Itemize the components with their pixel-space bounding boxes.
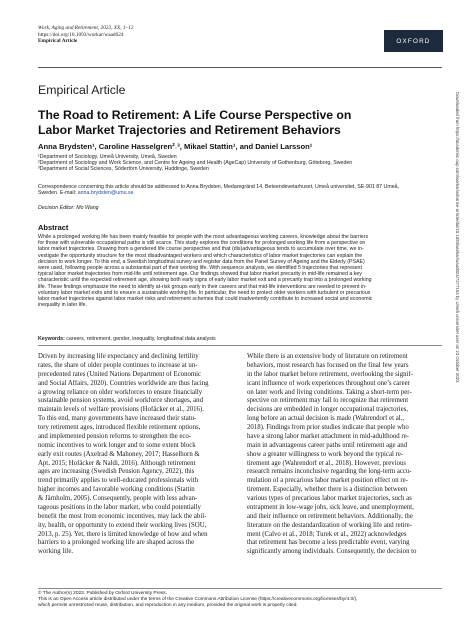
body-text-line: a growing reliance on older workforces to ensure financially bbox=[38, 388, 203, 396]
abstract-line: labor market trajectories. Drawing from a gendered life course perspective and that (dis)advantageous tends to accumulate over time, we in- bbox=[38, 246, 364, 253]
body-text-line: mulation of a precarious labor market position effect on re- bbox=[247, 477, 408, 485]
body-text-line: in the labor market before retirement, overlooking the signif- bbox=[247, 370, 413, 378]
body-text-line: decisions are embedded in longer occupational trajectories, bbox=[247, 406, 408, 414]
body-text-line: and implemented pension reforms to strengthen the eco- bbox=[38, 432, 192, 440]
body-text-line: spective on retirement may fail to recognize that retirement bbox=[247, 397, 409, 405]
body-column-left bbox=[38, 353, 234, 557]
download-notice: Downloaded from https://academic.oup.com/workar/advance-article/doi/10.1093/workar/waad024/7277153 by Umeå universitet user on 23 October 2023 bbox=[455, 92, 460, 383]
body-text-line: barriers to a prolonged working life are shaped across the bbox=[38, 539, 195, 547]
abstract-line: were used, following people across a substantial part of their working life. With sequence analysis, we identified 5 trajectories that represent bbox=[38, 265, 362, 272]
abstract-heading: Abstract bbox=[38, 223, 69, 232]
abstract-line: for those with vulnerable occupational paths is still scarce. This study explores the conditions for prolonged working life from a perspective on bbox=[38, 240, 366, 247]
footer-divider bbox=[38, 588, 442, 589]
body-text-line: Driven by increasing life expectancy and declining fertility bbox=[38, 353, 199, 360]
body-text-line: precedented rates (United Nations Department of Economic bbox=[38, 370, 202, 378]
body-text-line: entrapment in low-wage jobs, sick leave, and unemployment, bbox=[247, 503, 414, 511]
abstract-body bbox=[38, 234, 443, 308]
body-text-line: and Social Affairs, 2020). Countries worldwide are thus facing bbox=[38, 379, 209, 387]
body-text-line: & Järnholm, 2005). Consequently, people with less advan- bbox=[38, 495, 198, 502]
body-text-line: tirement. Especially, whether there is a distinction between bbox=[247, 486, 408, 494]
affiliation: ¹Department of Sociology, Umeå University, Umeå, Sweden bbox=[38, 154, 177, 160]
license-line: This is an Open Access article distributed under the terms of the Creative Commons Attribution License (https://creativecommons.org/licenses/by/4.0/), bbox=[38, 597, 358, 603]
body-text-line: early exit routes (Axelrad & Mahoney, 2017; Hasselhorn & bbox=[38, 450, 200, 458]
oxford-logo-text: OXFORD bbox=[396, 37, 431, 45]
body-text-line: To this end, many governments have increased their statu- bbox=[38, 415, 197, 423]
body-text-line: that retirement has become a less predictable event, varying bbox=[247, 539, 410, 547]
body-text-line: icant influence of work experiences throughout one’s career bbox=[247, 379, 410, 387]
section-label: Empirical Article bbox=[38, 38, 78, 45]
body-text-line: trend primarily applies to well-educated professionals with bbox=[38, 477, 199, 485]
body-text-line: tirement age (Wahrendorf et al., 2018). However, previous bbox=[247, 459, 407, 467]
body-text-line: ment (Calvo et al., 2018; Turek et al., 2022) acknowledges bbox=[247, 530, 407, 538]
license-footer bbox=[38, 591, 448, 610]
body-text-line: tageous positions in the labor market, who could potentially bbox=[38, 503, 201, 511]
body-text-line: nomic incentives to work longer and to some extent block bbox=[38, 441, 196, 449]
article-type: Empirical Article bbox=[38, 83, 126, 97]
title-line: Labor Market Trajectories and Retirement Behaviors bbox=[38, 123, 341, 138]
body-text-line: on later work and living conditions. Taking a short-term per- bbox=[247, 388, 412, 396]
affiliation: ²Department of Sociology and Work Science, and Centre for Ageing and Health (AgeCap) University of Gothenburg, Göteborg, Sweden bbox=[38, 160, 353, 167]
abstract-line: labor market trajectories against labor market risks and retirement schemes that could inadvertently contribute to increased social and economic bbox=[38, 296, 373, 303]
body-text-line: rates, the share of older people continues to increase at un- bbox=[38, 361, 198, 369]
email-link[interactable]: anna.brydsten@umu.se bbox=[77, 190, 134, 197]
correspondence-line: Correspondence concerning this article should be addressed to Anna Brydsten, Medaregränd 14, Beteendevetarhuset, Umeå universitet, SE-901 87 Umeå, bbox=[38, 184, 400, 190]
body-text-line: research remains inconclusive regarding the long-term accu- bbox=[247, 468, 412, 476]
body-text-line: 2018). Findings from prior studies indicate that people who bbox=[247, 424, 409, 431]
body-text-line: main in advantageous career paths until retirement age and bbox=[247, 441, 408, 449]
affiliation: ³Department of Social Sciences, Södertörn University, Huddinge, Sweden bbox=[38, 166, 209, 173]
body-text-line: behaviors, most research has focused on the final few years bbox=[247, 361, 409, 369]
body-text-line: benefit the most from economic incentives, may lack the abil- bbox=[38, 512, 207, 520]
header-divider bbox=[38, 67, 442, 68]
title-line: The Road to Retirement: A Life Course Perspective on bbox=[38, 108, 352, 122]
body-text-line: ity, health, or opportunity to extend their working lives (SOU, bbox=[38, 521, 207, 529]
body-text-line: literature on the destandardization of working life and retire- bbox=[247, 521, 412, 529]
author-list: Anna Brydsten¹, Caroline Hasselgren²˒³, Mikael Stattin¹, and Daniel Larsson¹ bbox=[38, 142, 313, 151]
correspondence bbox=[38, 184, 448, 196]
body-text-line: and their influence on retirement behaviors. Additionally, the bbox=[247, 512, 413, 520]
body-text-line: various types of precarious labor market trajectories, such as bbox=[247, 495, 412, 502]
body-column-right bbox=[247, 353, 443, 557]
email-prefix: Sweden. E-mail: bbox=[38, 190, 78, 197]
body-text-line: sustainable pension systems, avoid workforce shortages, and bbox=[38, 397, 203, 405]
article-title bbox=[38, 108, 448, 139]
keywords-label: Keywords: bbox=[38, 336, 65, 342]
abstract-line: characteristic until the expected retirement age, showing both early signs of early labor market exit and a precarity trap into a prolonged working bbox=[38, 277, 372, 284]
body-text-line: While there is an extensive body of literature on retirement bbox=[247, 353, 408, 360]
keywords-list: careers, retirement, gender, inequality, longitudinal data analysis bbox=[64, 336, 216, 342]
abstract-line: voluntary labor market exits and to ensure a sustainable working life. In particular, the need to protect older workers with turbulent or precarious bbox=[38, 289, 371, 296]
body-text-line: have a strong labor market attachment in mid-adulthood re- bbox=[247, 432, 409, 440]
abstract-line: While a prolonged working life has been mainly feasible for people with the most advantageous working careers, knowledge about the barriers bbox=[38, 234, 369, 240]
body-text-line: working life. bbox=[38, 548, 74, 556]
license-line: © The Author(s) 2023. Published by Oxford University Press. bbox=[38, 591, 168, 596]
body-text-line: tory retirement ages, introduced flexible retirement options, bbox=[38, 424, 201, 431]
body-text-line: Apt, 2015; Hofäcker & Naldi, 2016). Although retirement bbox=[38, 459, 196, 467]
keywords bbox=[38, 336, 216, 342]
body-text-line: show a greater willingness to work beyond the typical re- bbox=[247, 450, 404, 458]
body-text-line: 2013, p. 25). Yet, there is limited knowledge of how and when bbox=[38, 530, 208, 538]
license-line: which permits unrestricted reuse, distribution, and reproduction in any medium, provided the original work is properly cited. bbox=[38, 603, 298, 609]
abstract-line: vestigate the opportunity structure for the most disadvantaged workers and which characteristics of labor market trajectories can explain the bbox=[38, 252, 363, 259]
correspondence-line bbox=[38, 190, 448, 196]
doi-link[interactable]: https://doi.org/10.1093/workar/waad024 bbox=[38, 31, 124, 38]
body-text-line: long before an actual decision is made (Wahrendorf et al., bbox=[247, 415, 405, 423]
body-text-line: ages are increasing (Swedish Pension Agency, 2022), this bbox=[38, 468, 195, 476]
abstract-line: life. These findings emphasize the need to identify at-risk groups early in their careers and that mid-life interventions are needed to prevent in- bbox=[38, 283, 367, 290]
body-text-line: higher incomes and favorable working conditions (Stattin bbox=[38, 486, 195, 494]
download-sidebar bbox=[454, 92, 466, 572]
decision-editor: Decision Editor: Mo Wang bbox=[38, 205, 99, 211]
body-text-line: significantly among individuals. Consequently, the decision to bbox=[247, 548, 417, 556]
journal-header bbox=[38, 25, 298, 45]
body-text-line: maintain levels of welfare provisions (Hofäcker et al., 2016). bbox=[38, 406, 204, 414]
abstract-line: inequality in later life. bbox=[38, 302, 88, 309]
abstract-divider bbox=[38, 345, 442, 346]
affiliations bbox=[38, 154, 448, 173]
abstract-line: typical labor market trajectories from mid-life until retirement age. Our findings showed that labor market precarity in mid-life remained a key bbox=[38, 271, 362, 278]
oxford-logo bbox=[384, 30, 443, 52]
journal-citation: Work, Aging and Retirement, 2023, XX, 1–12 bbox=[38, 25, 134, 31]
abstract-line: decision to work longer. To this end, a Swedish longitudinal survey and register data from the Panel Survey of Ageing and the Elderly (PSAE) bbox=[38, 258, 365, 265]
